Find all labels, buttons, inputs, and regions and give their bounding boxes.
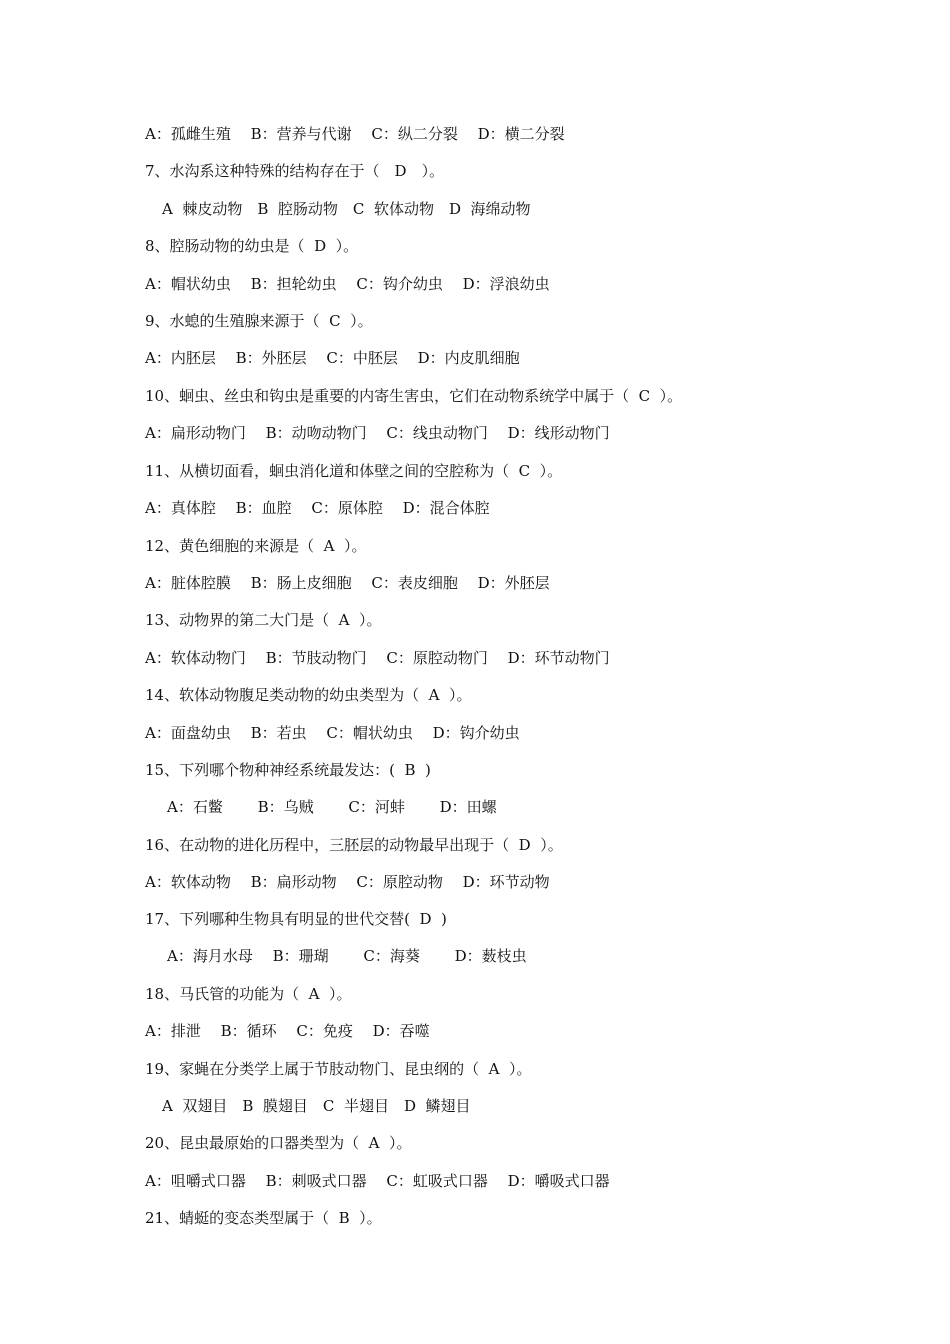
question-20: 20、昆虫最原始的口器类型为（ A ）。 [145, 1134, 412, 1152]
options-q11: A：真体腔 B：血腔 C：原体腔 D：混合体腔 [145, 499, 490, 517]
question-19: 19、家蝇在分类学上属于节肢动物门、昆虫纲的（ A ）。 [145, 1060, 532, 1078]
question-14: 14、软体动物腹足类动物的幼虫类型为（ A ）。 [145, 686, 472, 704]
options-q12: A：脏体腔膜 B：肠上皮细胞 C：表皮细胞 D：外胚层 [145, 574, 550, 592]
question-8: 8、腔肠动物的幼虫是（ D ）。 [145, 237, 359, 255]
question-17: 17、下列哪种生物具有明显的世代交替( D ) [145, 910, 447, 928]
options-q15: A：石鳖 B：乌贼 C：河蚌 D：田螺 [167, 798, 497, 816]
question-15: 15、下列哪个物种神经系统最发达：( B ) [145, 761, 431, 779]
question-12: 12、黄色细胞的来源是（ A ）。 [145, 537, 367, 555]
options-q6: A：孤雌生殖 B：营养与代谢 C：纵二分裂 D：横二分裂 [145, 125, 565, 143]
options-q9: A：内胚层 B：外胚层 C：中胚层 D：内皮肌细胞 [145, 349, 520, 367]
options-q7: A 棘皮动物 B 腔肠动物 C 软体动物 D 海绵动物 [162, 200, 531, 218]
options-q14: A：面盘幼虫 B：若虫 C：帽状幼虫 D：钩介幼虫 [145, 724, 520, 742]
options-q8: A：帽状幼虫 B：担轮幼虫 C：钩介幼虫 D：浮浪幼虫 [145, 275, 550, 293]
options-q20: A：咀嚼式口器 B：刺吸式口器 C：虹吸式口器 D：嚼吸式口器 [145, 1172, 610, 1190]
question-21: 21、蜻蜓的变态类型属于（ B ）。 [145, 1209, 382, 1227]
options-q18: A：排泄 B：循环 C：免疫 D：吞噬 [145, 1022, 430, 1040]
question-13: 13、动物界的第二大门是（ A ）。 [145, 611, 382, 629]
question-18: 18、马氏管的功能为（ A ）。 [145, 985, 352, 1003]
question-10: 10、蛔虫、丝虫和钩虫是重要的内寄生害虫，它们在动物系统学中属于（ C ）。 [145, 387, 683, 405]
question-11: 11、从横切面看，蛔虫消化道和体壁之间的空腔称为（ C ）。 [145, 462, 563, 480]
question-9: 9、水螅的生殖腺来源于（ C ）。 [145, 312, 373, 330]
options-q17: A：海月水母 B：珊瑚 C：海葵 D：薮枝虫 [167, 947, 527, 965]
options-q13: A：软体动物门 B：节肢动物门 C：原腔动物门 D：环节动物门 [145, 649, 610, 667]
options-q19: A 双翅目 B 膜翅目 C 半翅目 D 鳞翅目 [162, 1097, 471, 1115]
question-7: 7、水沟系这种特殊的结构存在于（ D ）。 [145, 162, 445, 180]
options-q16: A：软体动物 B：扁形动物 C：原腔动物 D：环节动物 [145, 873, 550, 891]
question-16: 16、在动物的进化历程中，三胚层的动物最早出现于（ D ）。 [145, 836, 563, 854]
options-q10: A：扁形动物门 B：动吻动物门 C：线虫动物门 D：线形动物门 [145, 424, 610, 442]
